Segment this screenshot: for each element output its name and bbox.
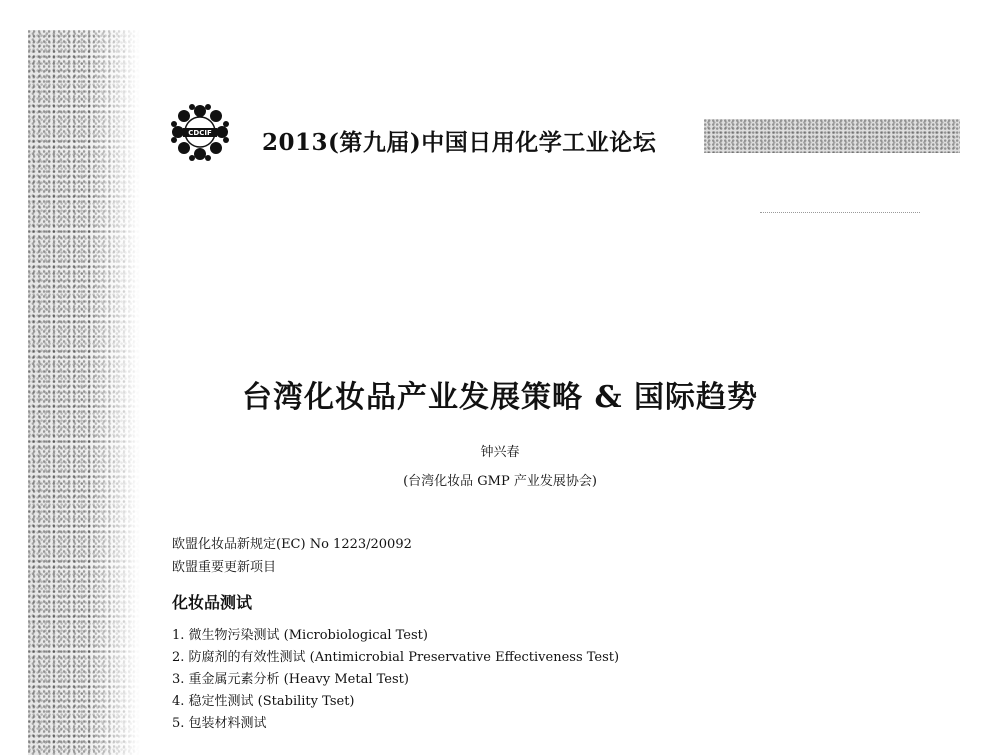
cdcif-logo-icon [170,103,230,163]
list-item: 3. 重金属元素分析 (Heavy Metal Test) [172,672,409,687]
test-list [172,625,932,735]
list-item: 1. 微生物污染测试 (Microbiological Test) [172,628,428,643]
list-item: 2. 防腐剂的有效性测试 (Antimicrobial Preservative Effectiveness Test) [172,650,620,665]
section-heading: 化妆品测试 [172,593,253,612]
author-affiliation: (台湾化妆品 GMP 产业发展协会) [403,474,597,489]
header-banner [170,103,960,163]
decorative-dotted-rule [760,212,920,213]
logo-text: CDCIF [188,129,212,137]
forum-title: 2013(第九届)中国日用化学工业论坛 [262,129,657,156]
intro-line: 欧盟重要更新项目 [172,560,277,575]
intro-line: 欧盟化妆品新规定(EC) No 1223/20092 [172,537,412,552]
list-item: 5. 包装材料测试 [172,716,267,731]
banner-texture [704,119,960,153]
body-text [172,533,932,735]
author-name: 钟兴春 [480,445,520,460]
list-item: 4. 稳定性测试 (Stability Tset) [172,694,355,709]
paper-title: 台湾化妆品产业发展策略 & 国际趋势 [242,380,758,415]
